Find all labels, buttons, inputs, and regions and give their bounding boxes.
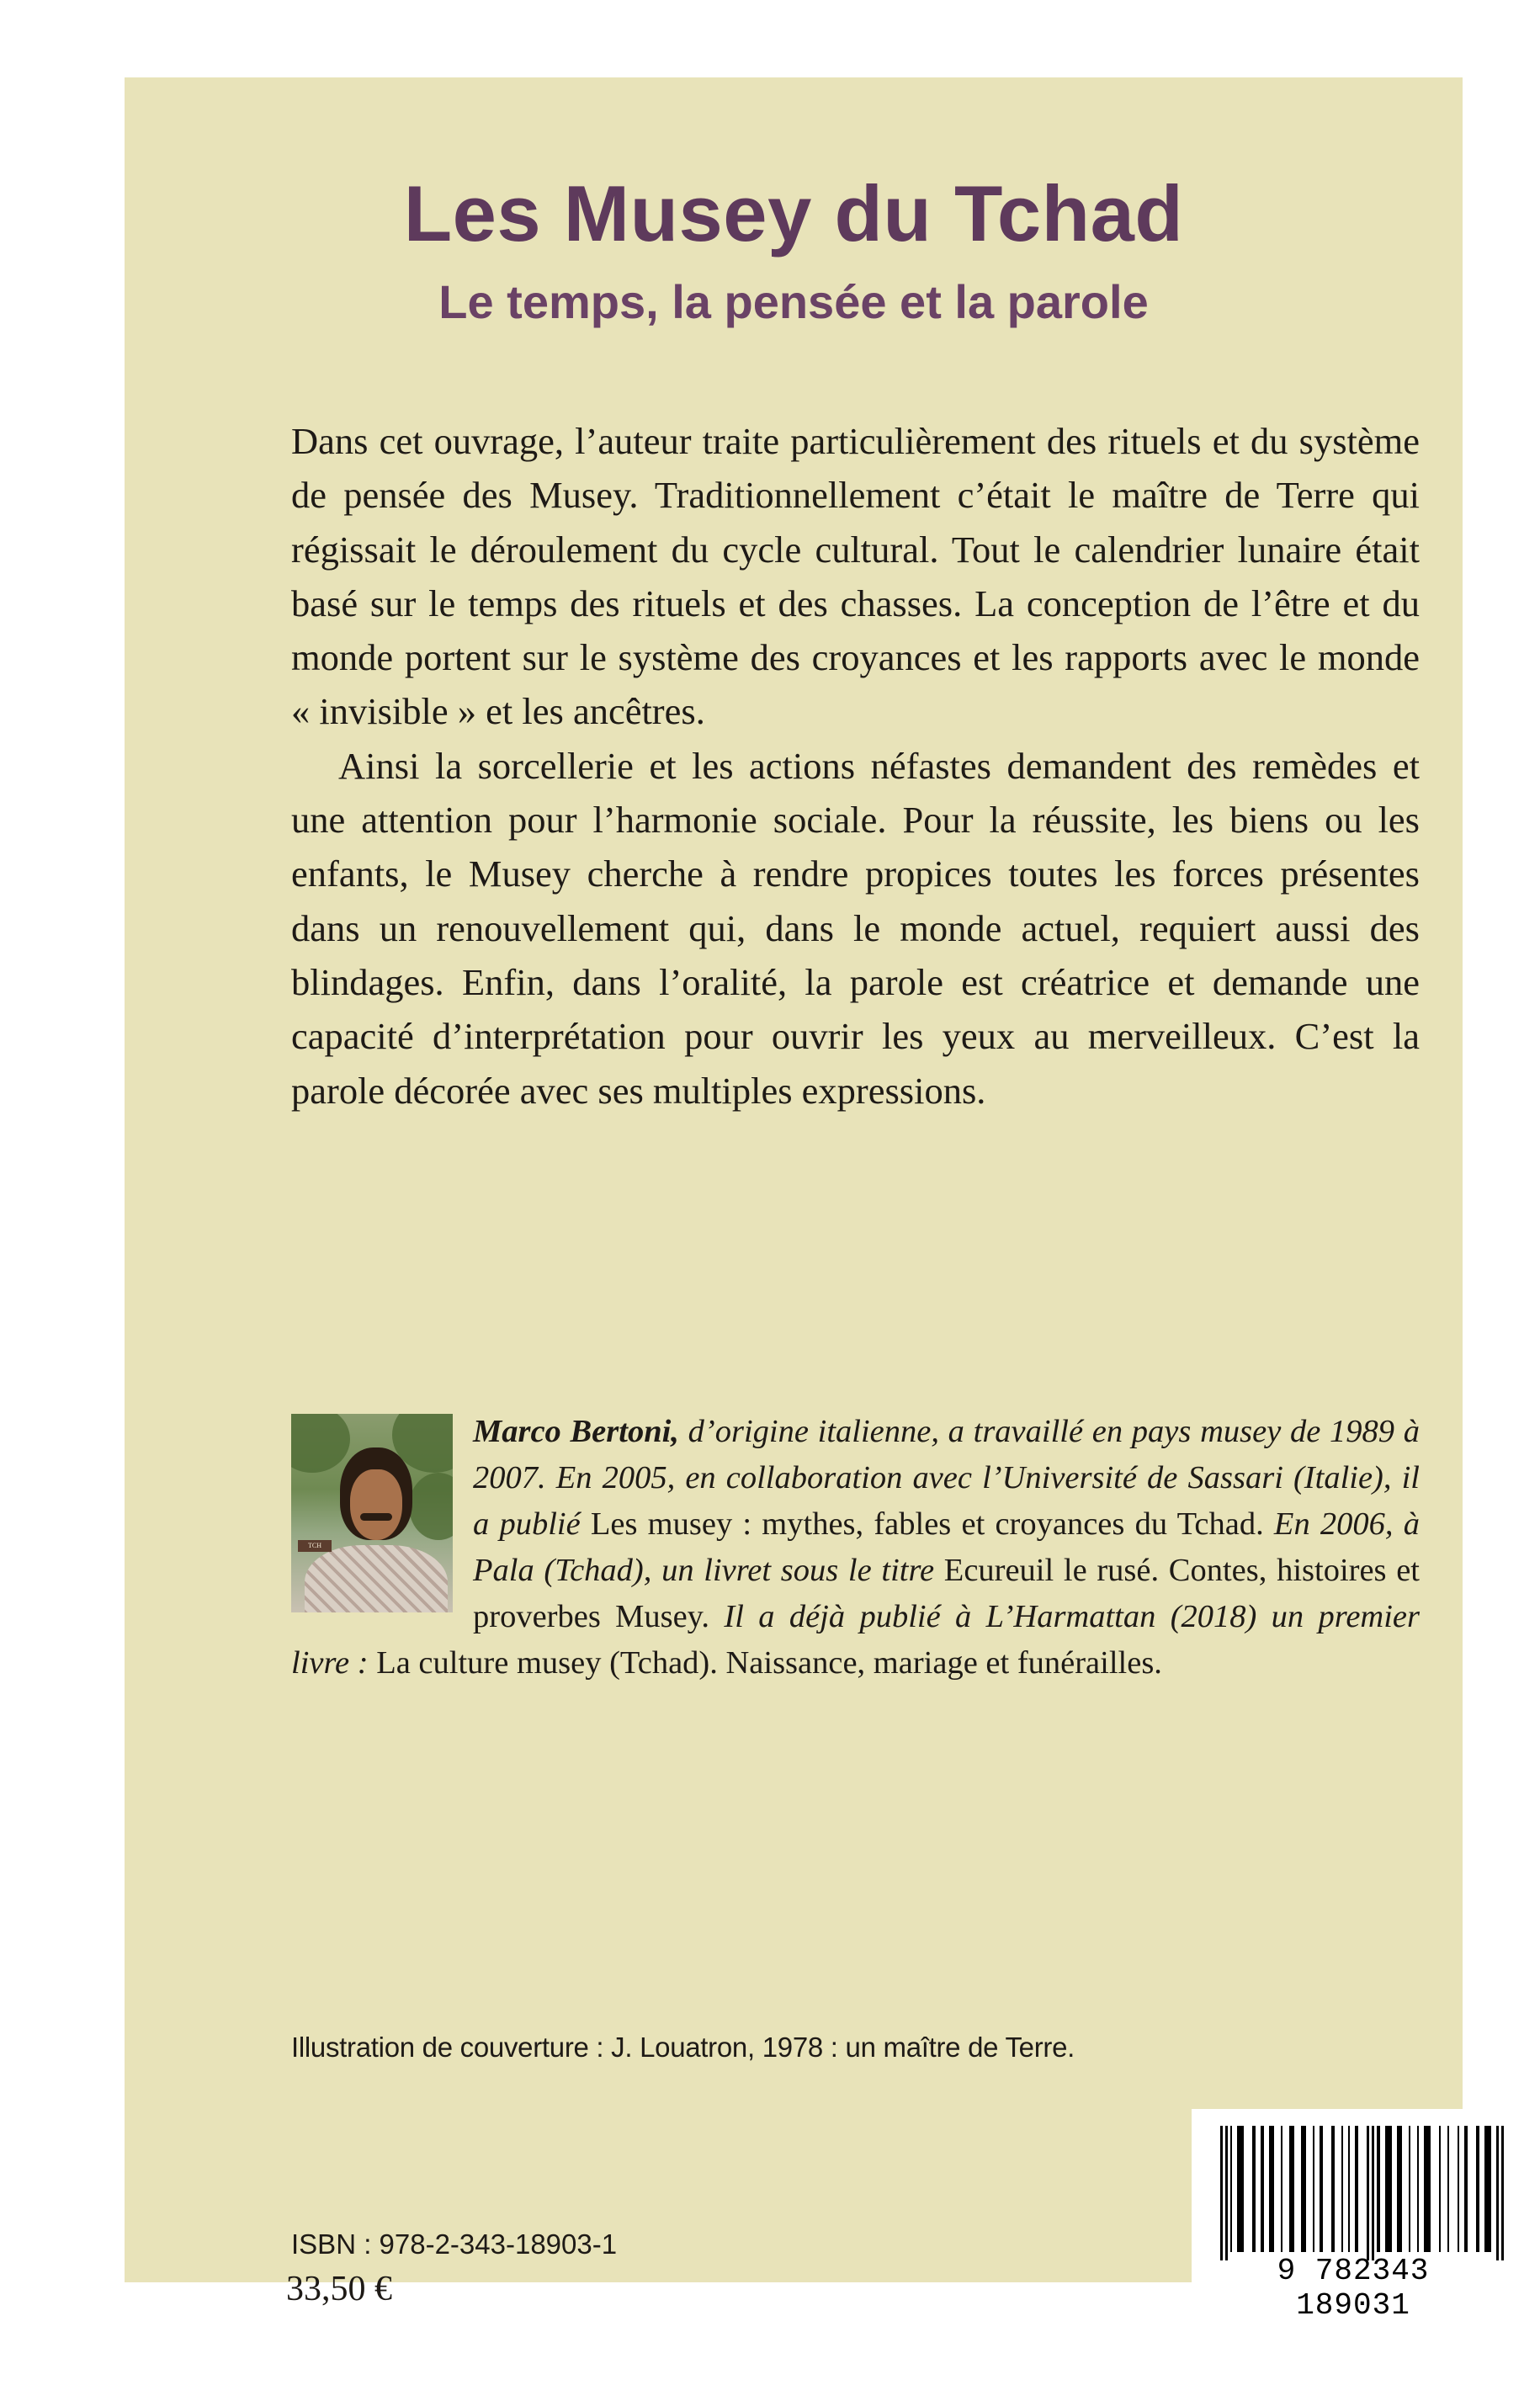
barcode-bar — [1220, 2126, 1223, 2260]
author-bio-part-3: Il a déjà publié à L’Harmattan (2018) un premier livre : — [291, 1599, 1420, 1681]
barcode-digits: 9 782343 189031 — [1277, 2254, 1430, 2323]
barcode-bar — [1484, 2126, 1491, 2252]
barcode-bar — [1464, 2126, 1468, 2252]
barcode-bar — [1252, 2126, 1256, 2252]
barcode-bar — [1367, 2126, 1369, 2260]
barcode-bar — [1439, 2126, 1441, 2252]
author-photo: TCH — [291, 1414, 453, 1612]
barcode-bar — [1476, 2126, 1479, 2252]
barcode-bar — [1385, 2126, 1392, 2252]
summary-paragraph-2: Ainsi la sorcellerie et les actions néfastes demandent des remèdes et une attention pour l’harmonie sociale. Pour la réussite, les biens ou les enfants, le Musey cherche à rendre propices toutes les forces présentes dans un renouvellement qui, dans le monde actuel, requiert aussi des blindages. Enfin, dans l’oralité, la parole est créatrice et demande une capacité d’interprétation pour ouvrir les yeux au merveilleux. C’est la parole décorée avec ses multiples expressions. — [291, 744, 1420, 1112]
barcode-bar — [1348, 2126, 1350, 2252]
barcode-bar — [1458, 2126, 1459, 2252]
barcode-bar — [1289, 2126, 1294, 2252]
barcode-bar — [1397, 2126, 1402, 2252]
barcode-bar — [1501, 2126, 1504, 2260]
barcode-bar — [1377, 2126, 1380, 2252]
barcode-bar — [1355, 2126, 1358, 2252]
barcode-bar — [1409, 2126, 1410, 2252]
barcode-bar — [1341, 2126, 1343, 2252]
summary-paragraph-1: Dans cet ouvrage, l’auteur traite particulièrement des rituels et du système de pensée des Musey. Traditionnellement c’était le maître de Terre qui régissait le déroulement du cycle cultural. Tout le calendrier lunaire était basé sur le temps des rituels et des chasses. La conception de l’être et du monde portent sur le système des croyances et les rapports avec le monde « invisible » et les ancêtres. — [291, 420, 1420, 733]
book-subtitle: Le temps, la pensée et la parole — [438, 275, 1149, 328]
isbn-barcode — [1192, 2109, 1511, 2323]
author-book-1: Les musey : mythes, fables et croyances du Tchad. — [590, 1506, 1264, 1542]
barcode-bar — [1331, 2126, 1335, 2252]
barcode-bar — [1269, 2126, 1274, 2252]
summary-text — [291, 414, 1420, 1118]
author-name: Marco Bertoni, — [473, 1414, 679, 1449]
barcode-bar — [1237, 2126, 1244, 2252]
author-bio — [291, 1409, 1420, 1686]
barcode-bar — [1225, 2126, 1228, 2260]
barcode-bar — [1281, 2126, 1282, 2252]
book-title: Les Musey du Tchad — [403, 169, 1184, 258]
barcode-bar — [1230, 2126, 1232, 2252]
barcode-bar — [1372, 2126, 1374, 2260]
author-bio-part-2: En 2006, à Pala (Tchad), un livret sous le titre — [473, 1506, 1420, 1588]
barcode-bar — [1496, 2126, 1499, 2260]
barcode-bar — [1424, 2126, 1431, 2252]
barcode-bar — [1301, 2126, 1306, 2252]
cover-illustration-credit: Illustration de couverture : J. Louatron, 1978 : un maître de Terre. — [291, 2032, 1075, 2063]
author-bio-part-1: d’origine italienne, a travaillé en pays musey de 1989 à 2007. En 2005, en collaboration avec l’Université de Sassari (Italie), il a publié — [473, 1414, 1420, 1542]
price: 33,50 € — [286, 2270, 392, 2308]
barcode-bar — [1313, 2126, 1314, 2252]
back-cover — [125, 77, 1463, 2323]
author-book-3: La culture musey (Tchad). Naissance, mariage et funérailles. — [376, 1645, 1162, 1681]
barcode-bar — [1447, 2126, 1449, 2252]
barcode-bar — [1261, 2126, 1264, 2252]
isbn: ISBN : 978-2-343-18903-1 — [291, 2228, 618, 2260]
barcode-bar — [1320, 2126, 1323, 2252]
author-book-2: Ecureuil le rusé. Contes, histoires et proverbes Musey. — [473, 1553, 1421, 1634]
barcode-bar — [1417, 2126, 1419, 2252]
